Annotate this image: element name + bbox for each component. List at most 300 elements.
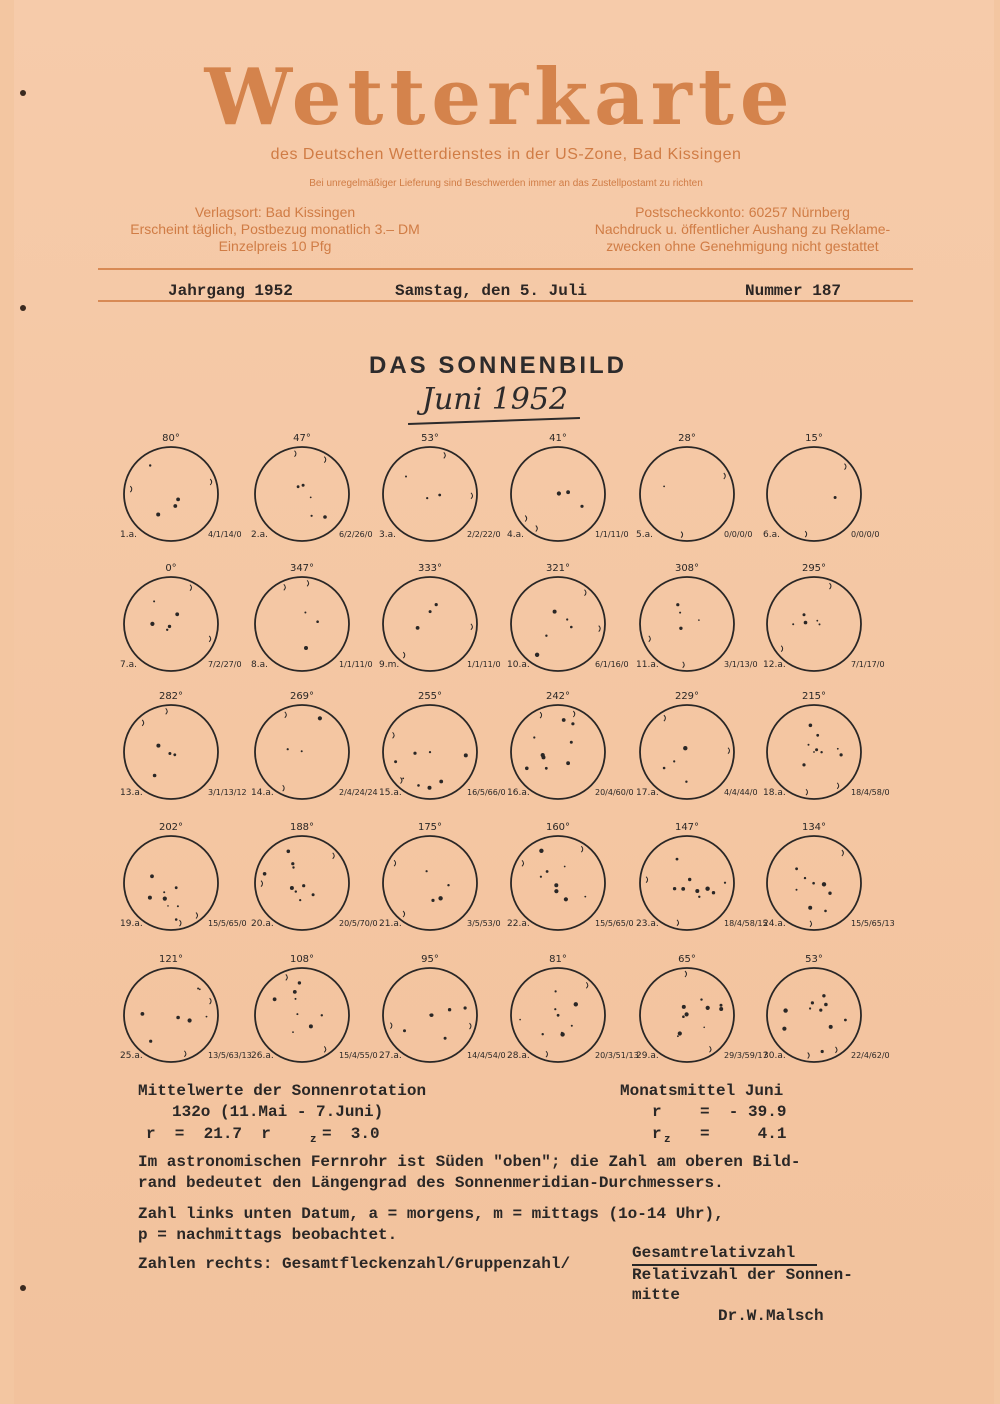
observation-date-label: 15.a. bbox=[379, 788, 402, 798]
facula-mark bbox=[393, 732, 395, 738]
sunspot-mark bbox=[464, 1006, 467, 1009]
spot-count-label: 22/4/62/0 bbox=[851, 1051, 890, 1060]
sunspot-mark bbox=[417, 784, 420, 787]
sunspot-mark bbox=[564, 897, 568, 901]
observation-date-label: 17.a. bbox=[636, 788, 659, 798]
sunspot-mark bbox=[562, 718, 566, 722]
spot-count-label: 14/4/54/0 bbox=[467, 1051, 506, 1060]
spot-count-label: 0/0/0/0 bbox=[851, 530, 880, 539]
observation-date-label: 19.a. bbox=[120, 919, 143, 929]
sunspot-mark bbox=[566, 618, 568, 620]
facula-mark bbox=[190, 585, 192, 591]
spot-count-label: 20/4/60/0 bbox=[595, 788, 634, 797]
facula-mark bbox=[142, 720, 144, 726]
meridian-longitude-label: 121° bbox=[158, 954, 184, 965]
sunspot-mark bbox=[153, 600, 155, 602]
spot-count-label: 15/5/65/13 bbox=[851, 919, 895, 928]
meridian-longitude-label: 108° bbox=[289, 954, 315, 965]
sunspot-mark bbox=[287, 850, 291, 854]
spot-count-label: 6/2/26/0 bbox=[339, 530, 373, 539]
sunspot-mark bbox=[439, 780, 443, 784]
sunspot-mark bbox=[685, 1012, 689, 1016]
sunspot-mark bbox=[533, 736, 535, 738]
facula-mark bbox=[837, 783, 839, 789]
sunspot-mark bbox=[447, 884, 449, 886]
facula-mark bbox=[130, 486, 132, 492]
observation-date-label: 26.a. bbox=[251, 1051, 274, 1061]
sunspot-mark bbox=[426, 870, 428, 872]
facula-mark bbox=[685, 971, 687, 977]
sunspot-mark bbox=[403, 1029, 406, 1032]
sunspot-mark bbox=[828, 892, 831, 895]
sunspot-mark bbox=[683, 746, 687, 750]
sunspot-mark bbox=[173, 753, 176, 756]
sunspot-mark bbox=[571, 722, 574, 725]
sunspot-mark bbox=[438, 494, 441, 497]
meridian-longitude-label: 160° bbox=[545, 822, 571, 833]
sunspot-mark bbox=[199, 988, 201, 990]
sunspot-mark bbox=[394, 760, 397, 763]
spot-count-label: 2/2/22/0 bbox=[467, 530, 501, 539]
facula-mark bbox=[166, 708, 168, 714]
facula-mark bbox=[845, 464, 847, 470]
issue-number: Nummer 187 bbox=[745, 282, 842, 300]
meridian-longitude-label: 28° bbox=[678, 433, 696, 444]
sunspot-mark bbox=[815, 748, 818, 751]
sunspot-mark bbox=[291, 862, 294, 865]
copyright-line: zwecken ohne Genehmigung nicht gestattet bbox=[606, 238, 879, 254]
observation-date-label: 21.a. bbox=[379, 919, 402, 929]
section-heading: DAS SONNENBILD bbox=[368, 352, 627, 379]
sunspot-mark bbox=[206, 1016, 208, 1018]
observation-date-label: 13.a. bbox=[120, 788, 143, 798]
sunspot-mark bbox=[156, 513, 160, 517]
sunspot-mark bbox=[149, 1040, 152, 1043]
sunspot-mark bbox=[301, 750, 303, 752]
spot-count-label: 15/4/55/0 bbox=[339, 1051, 378, 1060]
monthly-r-value: = - 39.9 bbox=[700, 1103, 787, 1121]
sunspot-mark bbox=[555, 990, 557, 992]
facula-mark bbox=[324, 457, 326, 463]
spot-count-label: 0/0/0/0 bbox=[724, 530, 753, 539]
sunspot-mark bbox=[705, 887, 709, 891]
sunspot-mark bbox=[273, 997, 277, 1001]
sunspot-mark bbox=[539, 849, 543, 853]
sunspot-mark bbox=[150, 622, 154, 626]
sunspot-mark bbox=[176, 498, 180, 502]
spot-count-label: 13/5/63/13 bbox=[208, 1051, 252, 1060]
sunspot-mark bbox=[302, 884, 305, 887]
sunspot-mark bbox=[677, 1035, 679, 1037]
meridian-longitude-label: 295° bbox=[801, 563, 827, 574]
sunspot-mark bbox=[574, 1002, 578, 1006]
facula-mark bbox=[599, 626, 601, 632]
sunspot-mark bbox=[290, 886, 294, 890]
spot-count-label: 18/4/58/15 bbox=[724, 919, 768, 928]
observation-date-label: 8.a. bbox=[251, 660, 268, 670]
sun-disk bbox=[124, 836, 218, 930]
sunspot-mark bbox=[163, 891, 165, 893]
sunspot-mark bbox=[405, 476, 407, 478]
sunspot-mark bbox=[541, 753, 545, 757]
sunspot-mark bbox=[438, 896, 442, 900]
facula-mark bbox=[403, 652, 405, 658]
facula-mark bbox=[403, 911, 405, 917]
note-counts-prefix: Zahlen rechts: Gesamtfleckenzahl/Gruppenzahl/ bbox=[138, 1255, 571, 1273]
sunspot-mark bbox=[535, 653, 539, 657]
facula-mark bbox=[830, 583, 832, 589]
facula-mark bbox=[333, 853, 335, 859]
sunspot-mark bbox=[309, 1024, 313, 1028]
publisher-line: Verlagsort: Bad Kissingen bbox=[194, 204, 356, 220]
sunspot-mark bbox=[188, 1018, 192, 1022]
sunspot-mark bbox=[816, 734, 819, 737]
meridian-longitude-label: 53° bbox=[805, 954, 823, 965]
spot-count-label: 1/1/11/0 bbox=[467, 660, 501, 669]
facula-mark bbox=[536, 526, 538, 532]
facula-mark bbox=[836, 1047, 838, 1053]
sun-disk bbox=[640, 577, 734, 671]
sunspot-mark bbox=[302, 484, 305, 487]
spot-count-label: 20/3/51/13 bbox=[595, 1051, 639, 1060]
meridian-longitude-label: 333° bbox=[417, 563, 443, 574]
sunspot-mark bbox=[819, 623, 821, 625]
sunspot-mark bbox=[673, 760, 675, 762]
sun-disk bbox=[124, 447, 218, 541]
spot-count-label: 2/4/24/24 bbox=[339, 788, 378, 797]
facula-mark bbox=[525, 516, 527, 522]
meridian-longitude-label: 282° bbox=[158, 691, 184, 702]
sunspot-mark bbox=[175, 918, 178, 921]
observation-date-label: 22.a. bbox=[507, 919, 530, 929]
sunspot-mark bbox=[299, 899, 301, 901]
sunspot-mark bbox=[566, 761, 570, 765]
issue-date: Samstag, den 5. Juli bbox=[395, 282, 588, 300]
sunspot-mark bbox=[819, 1009, 822, 1012]
spot-count-label: 7/1/17/0 bbox=[851, 660, 885, 669]
meridian-longitude-label: 147° bbox=[674, 822, 700, 833]
sunspot-mark bbox=[156, 744, 160, 748]
facula-mark bbox=[286, 974, 288, 980]
facula-mark bbox=[180, 920, 182, 926]
facula-mark bbox=[710, 1046, 712, 1052]
meridian-longitude-label: 229° bbox=[674, 691, 700, 702]
meridian-longitude-label: 347° bbox=[289, 563, 315, 574]
facula-mark bbox=[581, 846, 583, 852]
sunspot-mark bbox=[829, 1025, 833, 1029]
note-counts-numerator: Gesamtrelativzahl bbox=[632, 1244, 796, 1262]
sunspot-mark bbox=[554, 1008, 556, 1010]
meridian-longitude-label: 53° bbox=[421, 433, 439, 444]
sunspot-mark bbox=[811, 1001, 814, 1004]
sunspot-mark bbox=[304, 612, 306, 614]
sunspot-mark bbox=[413, 752, 416, 755]
sunspot-mark bbox=[703, 1027, 705, 1029]
spot-count-label: 1/1/11/0 bbox=[595, 530, 629, 539]
sunspot-mark bbox=[580, 505, 583, 508]
sunspot-mark bbox=[416, 626, 420, 630]
sun-disk bbox=[511, 705, 605, 799]
facula-mark bbox=[285, 712, 287, 718]
masthead-subtitle: des Deutschen Wetterdienstes in der US-Zone, Bad Kissingen bbox=[270, 146, 742, 163]
sunspot-mark bbox=[429, 610, 432, 613]
sunspot-mark bbox=[679, 627, 682, 630]
sunspot-mark bbox=[796, 889, 798, 891]
sunspot-mark bbox=[561, 1032, 563, 1034]
note-date-line1: Zahl links unten Datum, a = morgens, m = mittags (1o-14 Uhr), bbox=[138, 1205, 724, 1223]
meridian-longitude-label: 202° bbox=[158, 822, 184, 833]
facula-mark bbox=[810, 921, 812, 927]
sunspot-mark bbox=[584, 896, 586, 898]
facula-mark bbox=[470, 1023, 472, 1029]
observation-date-label: 24.a. bbox=[763, 919, 786, 929]
sun-disk bbox=[255, 836, 349, 930]
observation-date-label: 25.a. bbox=[120, 1051, 143, 1061]
sunspot-mark bbox=[287, 748, 289, 750]
copyright-line: Nachdruck u. öffentlicher Aushang zu Reklame- bbox=[594, 221, 891, 237]
facula-mark bbox=[401, 778, 403, 784]
sunspot-mark bbox=[321, 1014, 323, 1016]
sunspot-mark bbox=[429, 751, 431, 753]
facula-mark bbox=[649, 636, 651, 642]
sunspot-mark bbox=[519, 1019, 521, 1021]
monthly-r-label: r bbox=[652, 1103, 662, 1121]
sunspot-mark bbox=[682, 1005, 686, 1009]
sunspot-mark bbox=[263, 872, 267, 876]
monthly-rz-label: r bbox=[652, 1125, 662, 1143]
sunspot-mark bbox=[844, 1019, 847, 1022]
sun-disk bbox=[767, 968, 861, 1062]
sunspot-mark bbox=[176, 1016, 180, 1020]
sunspot-mark bbox=[153, 774, 157, 778]
meridian-longitude-label: 175° bbox=[417, 822, 443, 833]
sun-disk bbox=[640, 705, 734, 799]
meridian-longitude-label: 308° bbox=[674, 563, 700, 574]
sunspot-mark bbox=[167, 905, 169, 907]
observation-date-label: 6.a. bbox=[763, 530, 780, 540]
meridian-longitude-label: 81° bbox=[549, 954, 567, 965]
observation-date-label: 23.a. bbox=[636, 919, 659, 929]
facula-mark bbox=[546, 1051, 548, 1057]
observation-date-label: 2.a. bbox=[251, 530, 268, 540]
facula-mark bbox=[261, 881, 263, 887]
spot-count-label: 18/4/58/0 bbox=[851, 788, 890, 797]
observation-date-label: 5.a. bbox=[636, 530, 653, 540]
sunspot-mark bbox=[564, 866, 566, 868]
copyright-line: Postscheckkonto: 60257 Nürnberg bbox=[635, 204, 850, 220]
observation-date-label: 18.a. bbox=[763, 788, 786, 798]
observation-date-label: 29.a. bbox=[636, 1051, 659, 1061]
facula-mark bbox=[184, 1051, 186, 1057]
facula-mark bbox=[808, 1053, 810, 1059]
facula-mark bbox=[471, 493, 473, 499]
facula-mark bbox=[728, 748, 730, 754]
sun-disk bbox=[255, 447, 349, 541]
publisher-line: Einzelpreis 10 Pfg bbox=[218, 238, 332, 254]
observation-date-label: 28.a. bbox=[507, 1051, 530, 1061]
sunspot-mark bbox=[428, 786, 432, 790]
sunspot-mark bbox=[540, 876, 542, 878]
spot-count-label: 3/5/53/0 bbox=[467, 919, 501, 928]
facula-mark bbox=[307, 580, 309, 586]
meridian-longitude-label: 15° bbox=[805, 433, 823, 444]
sunspot-mark bbox=[542, 1033, 544, 1035]
sunspot-mark bbox=[822, 994, 825, 997]
facula-mark bbox=[683, 662, 685, 668]
sunspot-mark bbox=[554, 889, 558, 893]
rotation-rz-value: = 3.0 bbox=[322, 1125, 380, 1143]
meridian-longitude-label: 242° bbox=[545, 691, 571, 702]
sun-disk bbox=[511, 836, 605, 930]
sunspot-mark bbox=[553, 610, 557, 614]
sun-disk bbox=[511, 577, 605, 671]
facula-mark bbox=[781, 646, 783, 652]
sunspot-mark bbox=[316, 620, 319, 623]
note-orientation-line1: Im astronomischen Fernrohr ist Süden "oben"; die Zahl am oberen Bild- bbox=[138, 1153, 801, 1171]
sunspot-mark bbox=[820, 751, 822, 753]
sunspot-mark bbox=[570, 741, 573, 744]
meridian-longitude-label: 95° bbox=[421, 954, 439, 965]
sunspot-mark bbox=[809, 1007, 811, 1009]
spot-count-label: 15/5/65/0 bbox=[595, 919, 634, 928]
meridian-longitude-label: 80° bbox=[162, 433, 180, 444]
observation-date-label: 14.a. bbox=[251, 788, 274, 798]
rotation-r-line: r = 21.7 r bbox=[146, 1125, 271, 1143]
sunspot-mark bbox=[464, 753, 468, 757]
sunspot-mark bbox=[676, 858, 679, 861]
sunspot-mark bbox=[318, 716, 322, 720]
sunspot-mark bbox=[298, 981, 301, 984]
observation-date-label: 30.a. bbox=[763, 1051, 786, 1061]
sunspot-mark bbox=[679, 612, 681, 614]
note-counts-continuation: mitte bbox=[632, 1286, 681, 1304]
sunspot-mark bbox=[312, 893, 315, 896]
facula-mark bbox=[586, 982, 588, 988]
sunspot-mark bbox=[809, 724, 813, 728]
sunspot-mark bbox=[813, 751, 815, 753]
spot-count-label: 20/5/70/0 bbox=[339, 919, 378, 928]
meridian-longitude-label: 215° bbox=[801, 691, 827, 702]
monthly-heading: Monatsmittel Juni bbox=[620, 1082, 784, 1100]
sunspot-mark bbox=[545, 635, 547, 637]
sunspot-mark bbox=[712, 891, 715, 894]
sun-disk bbox=[255, 968, 349, 1062]
sunspot-mark bbox=[149, 464, 151, 466]
sunspot-mark bbox=[444, 1037, 447, 1040]
meridian-longitude-label: 269° bbox=[289, 691, 315, 702]
observation-date-label: 10.a. bbox=[507, 660, 530, 670]
sunspot-mark bbox=[719, 1007, 723, 1011]
meridian-longitude-label: 65° bbox=[678, 954, 696, 965]
spot-count-label: 3/1/13/0 bbox=[724, 660, 758, 669]
sunspot-mark bbox=[323, 515, 327, 519]
sunspot-mark bbox=[792, 623, 794, 625]
facula-mark bbox=[324, 1046, 326, 1052]
sunspot-mark bbox=[821, 1050, 824, 1053]
sun-disk bbox=[124, 705, 218, 799]
facula-mark bbox=[585, 590, 587, 596]
sun-disk bbox=[255, 577, 349, 671]
signature: Dr.W.Malsch bbox=[718, 1307, 824, 1325]
sunspot-mark bbox=[571, 1025, 573, 1027]
facula-mark bbox=[295, 451, 297, 457]
sun-disk bbox=[383, 447, 477, 541]
sunspot-mark bbox=[546, 870, 549, 873]
sunspot-mark bbox=[720, 1004, 723, 1007]
sunspot-mark bbox=[545, 767, 548, 770]
sunspot-mark bbox=[292, 1031, 294, 1033]
facula-mark bbox=[522, 860, 524, 866]
meridian-longitude-label: 255° bbox=[417, 691, 443, 702]
sun-disk bbox=[383, 577, 477, 671]
sunspot-mark bbox=[197, 988, 199, 990]
observation-date-label: 12.a. bbox=[763, 660, 786, 670]
sunspot-mark bbox=[822, 882, 826, 886]
observation-date-label: 7.a. bbox=[120, 660, 137, 670]
masthead-title: Wetterkarte bbox=[204, 52, 796, 143]
spot-count-label: 15/5/65/0 bbox=[208, 919, 247, 928]
sunspot-mark bbox=[525, 767, 529, 771]
spot-count-label: 3/1/13/12 bbox=[208, 788, 247, 797]
sunspot-mark bbox=[168, 752, 171, 755]
sunspot-mark bbox=[554, 883, 558, 887]
observation-date-label: 27.a. bbox=[379, 1051, 402, 1061]
sunspot-mark bbox=[175, 612, 179, 616]
sunspot-mark bbox=[435, 603, 438, 606]
spot-count-label: 4/4/44/0 bbox=[724, 788, 758, 797]
sunspot-mark bbox=[426, 497, 428, 499]
sunspot-mark bbox=[166, 629, 168, 631]
facula-mark bbox=[681, 532, 683, 538]
volume-year: Jahrgang 1952 bbox=[168, 282, 293, 300]
sunspot-mark bbox=[724, 882, 726, 884]
observation-date-label: 11.a. bbox=[636, 660, 659, 670]
sunspot-mark bbox=[431, 899, 434, 902]
sunspot-mark bbox=[296, 1013, 298, 1015]
facula-mark bbox=[540, 712, 542, 718]
spot-count-label: 6/1/16/0 bbox=[595, 660, 629, 669]
sunspot-mark bbox=[795, 867, 798, 870]
facula-mark bbox=[805, 531, 807, 537]
sunspot-mark bbox=[292, 866, 294, 868]
spot-count-label: 7/2/27/0 bbox=[208, 660, 242, 669]
sunspot-mark bbox=[141, 1012, 145, 1016]
sunspot-mark bbox=[698, 896, 700, 898]
spot-count-label: 16/5/66/0 bbox=[467, 788, 506, 797]
sun-disk bbox=[767, 577, 861, 671]
sunspot-mark bbox=[804, 877, 806, 879]
sunspot-mark bbox=[168, 625, 171, 628]
sunspot-mark bbox=[557, 1014, 560, 1017]
sunspot-mark bbox=[837, 748, 839, 750]
sun-disk bbox=[383, 836, 477, 930]
facula-mark bbox=[842, 850, 844, 856]
rotation-heading: Mittelwerte der Sonnenrotation bbox=[138, 1082, 427, 1100]
sunspot-mark bbox=[310, 497, 312, 499]
meridian-longitude-label: 0° bbox=[165, 563, 177, 574]
meridian-longitude-label: 188° bbox=[289, 822, 315, 833]
rotation-rz-subscript: z bbox=[310, 1134, 317, 1146]
sun-disk bbox=[124, 577, 218, 671]
sun-disk bbox=[640, 836, 734, 930]
facula-mark bbox=[471, 624, 473, 630]
sunspot-mark bbox=[163, 897, 167, 901]
sunspot-mark bbox=[295, 890, 297, 892]
sunspot-mark bbox=[682, 1015, 685, 1018]
publisher-line: Erscheint täglich, Postbezug monatlich 3.– DM bbox=[130, 221, 420, 237]
sunspot-mark bbox=[557, 491, 561, 495]
sunspot-mark bbox=[808, 906, 812, 910]
